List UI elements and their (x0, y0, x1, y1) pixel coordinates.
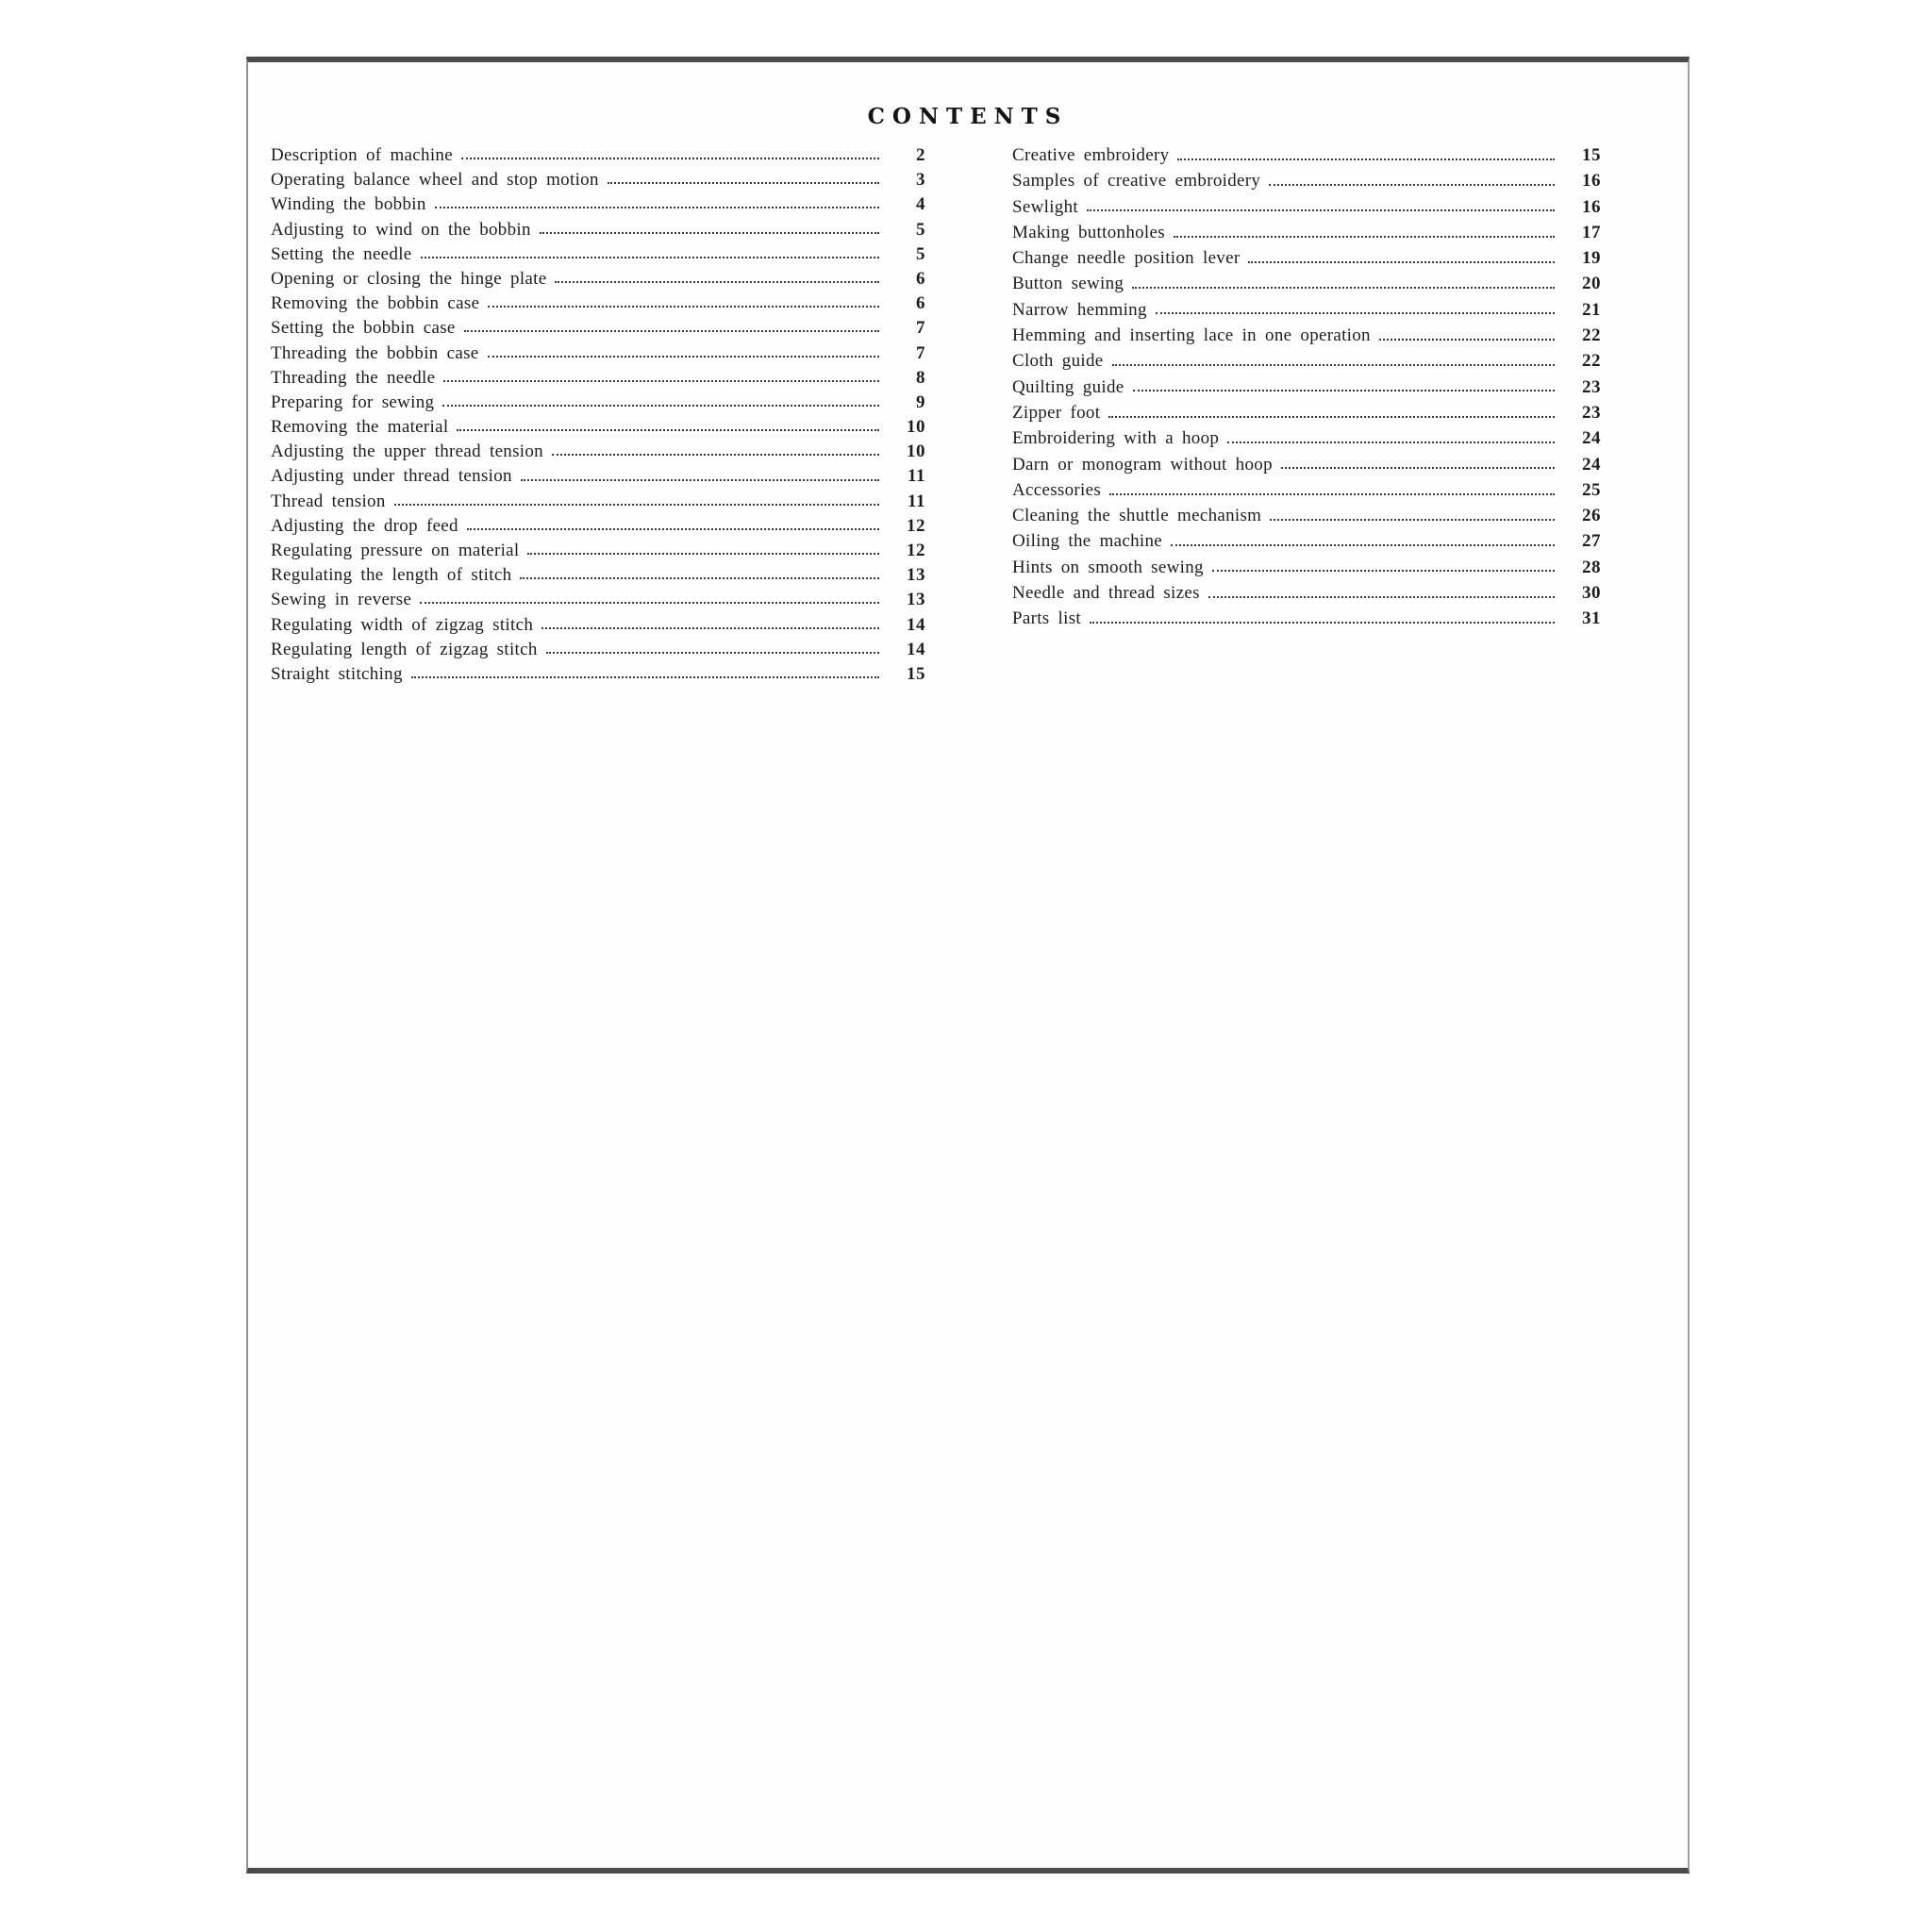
toc-entry-label: Opening or closing the hinge plate (271, 268, 547, 289)
toc-entry (1012, 325, 1601, 351)
toc-entry-page: 10 (907, 441, 925, 462)
toc-entry (271, 318, 925, 342)
toc-entry (1012, 583, 1601, 608)
toc-entry-label: Darn or monogram without hoop (1012, 454, 1273, 475)
toc-entry-page: 16 (1582, 196, 1601, 217)
toc-entry-label: Removing the material (271, 417, 449, 438)
toc-entry-page: 27 (1582, 531, 1601, 552)
toc-entry-page: 9 (916, 391, 925, 412)
toc-entry-label: Adjusting the upper thread tension (271, 441, 543, 462)
dot-leader (1112, 364, 1556, 366)
toc-entry-label: Setting the needle (271, 243, 412, 264)
toc-entry-label: Regulating the length of stitch (271, 565, 512, 586)
toc-entry-label: Sewing in reverse (271, 590, 412, 610)
toc-entry-label: Straight stitching (271, 663, 403, 684)
toc-entry-label: Zipper foot (1012, 402, 1101, 423)
toc-entry (271, 244, 925, 269)
toc-entry-label: Regulating width of zigzag stitch (271, 614, 534, 635)
toc-entry-label: Creative embroidery (1012, 145, 1170, 165)
dot-leader (541, 627, 879, 629)
dot-leader (1177, 158, 1555, 160)
dot-leader (1132, 287, 1555, 289)
toc-entry (1012, 403, 1601, 428)
toc-entry-page: 31 (1582, 608, 1601, 629)
toc-entry-page: 17 (1582, 222, 1601, 242)
toc-entry-label: Change needle position lever (1012, 248, 1241, 269)
dot-leader (1248, 261, 1555, 263)
toc-entry (271, 516, 925, 541)
scanned-page (246, 57, 1690, 1874)
toc-entry-page: 23 (1582, 376, 1601, 397)
toc-entry-label: Threading the bobbin case (271, 342, 479, 363)
toc-entry-page: 7 (916, 318, 925, 339)
toc-entry (1012, 506, 1601, 531)
toc-entry-page: 22 (1582, 351, 1601, 372)
toc-entry-page: 14 (907, 639, 925, 659)
dot-leader (420, 602, 879, 604)
dot-leader (608, 182, 879, 184)
dot-leader (540, 232, 879, 234)
dot-leader (394, 504, 879, 506)
toc-entry (271, 466, 925, 491)
toc-entry-page: 28 (1582, 557, 1601, 577)
toc-entry (1012, 377, 1601, 403)
toc-entry-page: 2 (916, 145, 925, 165)
toc-entry-page: 6 (916, 293, 925, 314)
toc-entry-label: Quilting guide (1012, 376, 1124, 397)
toc-entry-page: 5 (916, 219, 925, 240)
toc-entry-page: 11 (908, 491, 925, 511)
toc-entry-page: 7 (916, 342, 925, 363)
toc-entry (271, 615, 925, 640)
toc-entry (271, 293, 925, 318)
dot-leader (1208, 596, 1555, 598)
toc-columns (271, 145, 1688, 689)
dot-leader (1270, 519, 1555, 521)
dot-leader (443, 380, 879, 382)
toc-entry-label: Sewlight (1012, 196, 1078, 217)
toc-entry-label: Thread tension (271, 491, 386, 511)
toc-entry-label: Samples of creative embroidery (1012, 171, 1261, 192)
toc-entry (271, 220, 925, 244)
dot-leader (1379, 339, 1555, 341)
toc-entry-page: 8 (916, 367, 925, 388)
toc-entry-page: 25 (1582, 479, 1601, 500)
toc-entry-label: Operating balance wheel and stop motion (271, 170, 599, 191)
toc-entry (1012, 300, 1601, 325)
dot-leader (521, 479, 879, 481)
toc-entry-label: Threading the needle (271, 367, 436, 388)
toc-entry-label: Removing the bobbin case (271, 293, 480, 314)
dot-leader (1212, 570, 1555, 572)
toc-entry (271, 170, 925, 194)
toc-entry (1012, 480, 1601, 506)
toc-entry-label: Regulating pressure on material (271, 541, 520, 560)
dot-leader (1227, 441, 1555, 443)
toc-entry-label: Description of machine (271, 145, 453, 165)
toc-entry-page: 4 (916, 194, 925, 215)
toc-entry-page: 11 (908, 466, 925, 487)
toc-entry-page: 13 (907, 590, 925, 610)
toc-entry-page: 12 (907, 515, 925, 536)
dot-leader (1108, 416, 1555, 418)
toc-entry (271, 417, 925, 441)
toc-entry (271, 145, 925, 170)
toc-entry (1012, 455, 1601, 480)
toc-entry-page: 6 (916, 268, 925, 289)
dot-leader (1174, 236, 1555, 238)
toc-entry-label: Regulating length of zigzag stitch (271, 639, 538, 659)
dot-leader (1133, 390, 1556, 391)
dot-leader (464, 330, 879, 332)
toc-entry (1012, 145, 1601, 171)
toc-entry (1012, 351, 1601, 376)
toc-entry-label: Accessories (1012, 479, 1102, 500)
toc-entry-label: Embroidering with a hoop (1012, 428, 1220, 449)
toc-entry-page: 19 (1582, 248, 1601, 269)
toc-entry-label: Oiling the machine (1012, 531, 1163, 552)
toc-entry (271, 640, 925, 664)
page-title: CONTENTS (867, 104, 1069, 129)
toc-entry (271, 590, 925, 614)
toc-entry (1012, 274, 1601, 299)
toc-entry-label: Adjusting to wind on the bobbin (271, 219, 531, 240)
toc-entry (1012, 223, 1601, 248)
dot-leader (546, 652, 879, 654)
toc-entry (271, 565, 925, 590)
toc-entry-page: 16 (1582, 171, 1601, 192)
dot-leader (457, 429, 879, 431)
toc-entry (271, 194, 925, 219)
dot-leader (1269, 184, 1555, 186)
toc-entry-label: Adjusting under thread tension (271, 466, 512, 487)
toc-entry-page: 26 (1582, 506, 1601, 526)
toc-entry-label: Narrow hemming (1012, 299, 1147, 320)
toc-entry-page: 15 (907, 663, 925, 684)
toc-entry-label: Needle and thread sizes (1012, 583, 1200, 604)
toc-entry (271, 269, 925, 293)
toc-entry (1012, 531, 1601, 557)
toc-entry-label: Button sewing (1012, 274, 1124, 294)
toc-left-column (271, 145, 925, 689)
toc-entry-page: 14 (907, 614, 925, 635)
dot-leader (435, 207, 879, 208)
dot-leader (1281, 467, 1555, 469)
toc-entry-page: 20 (1582, 274, 1601, 294)
toc-entry-label: Hemming and inserting lace in one operation (1012, 325, 1371, 346)
toc-entry-page: 10 (907, 417, 925, 438)
toc-entry-label: Preparing for sewing (271, 391, 435, 412)
toc-entry-label: Cloth guide (1012, 351, 1104, 372)
toc-entry-page: 5 (916, 243, 925, 264)
toc-entry (271, 368, 925, 392)
toc-entry-page: 15 (1582, 145, 1601, 165)
toc-entry-page: 13 (907, 565, 925, 586)
dot-leader (552, 454, 879, 456)
toc-entry-page: 23 (1582, 402, 1601, 423)
toc-entry (271, 664, 925, 689)
toc-entry-label: Hints on smooth sewing (1012, 557, 1204, 577)
toc-entry-label: Adjusting the drop feed (271, 515, 458, 536)
dot-leader (1109, 493, 1555, 495)
toc-entry (271, 343, 925, 368)
toc-entry (1012, 197, 1601, 223)
dot-leader (555, 281, 879, 283)
toc-entry-page: 12 (907, 541, 925, 560)
toc-entry-page: 3 (916, 170, 925, 191)
dot-leader (467, 528, 879, 530)
dot-leader (1171, 544, 1555, 546)
dot-leader (1156, 312, 1555, 314)
toc-entry (271, 541, 925, 565)
toc-entry-label: Winding the bobbin (271, 194, 426, 215)
toc-entry-page: 24 (1582, 454, 1601, 475)
dot-leader (442, 405, 879, 407)
toc-entry (1012, 558, 1601, 583)
toc-entry (1012, 608, 1601, 634)
toc-entry-page: 24 (1582, 428, 1601, 449)
dot-leader (461, 158, 879, 159)
toc-entry-label: Parts list (1012, 608, 1081, 629)
dot-leader (488, 306, 879, 308)
toc-entry-page: 21 (1582, 299, 1601, 320)
toc-entry-label: Making buttonholes (1012, 222, 1165, 242)
dot-leader (527, 553, 879, 555)
toc-entry (271, 392, 925, 417)
dot-leader (1087, 209, 1555, 211)
toc-entry (1012, 428, 1601, 454)
toc-entry-page: 30 (1582, 583, 1601, 604)
dot-leader (421, 257, 879, 258)
toc-right-column (1012, 145, 1601, 689)
toc-entry (1012, 248, 1601, 274)
dot-leader (488, 356, 879, 358)
dot-leader (520, 577, 879, 579)
toc-entry-label: Setting the bobbin case (271, 318, 456, 339)
toc-entry (271, 491, 925, 516)
toc-entry (1012, 171, 1601, 196)
toc-entry-page: 22 (1582, 325, 1601, 346)
toc-entry (271, 441, 925, 466)
toc-entry-label: Cleaning the shuttle mechanism (1012, 506, 1262, 526)
dot-leader (1090, 622, 1555, 624)
dot-leader (411, 676, 879, 678)
